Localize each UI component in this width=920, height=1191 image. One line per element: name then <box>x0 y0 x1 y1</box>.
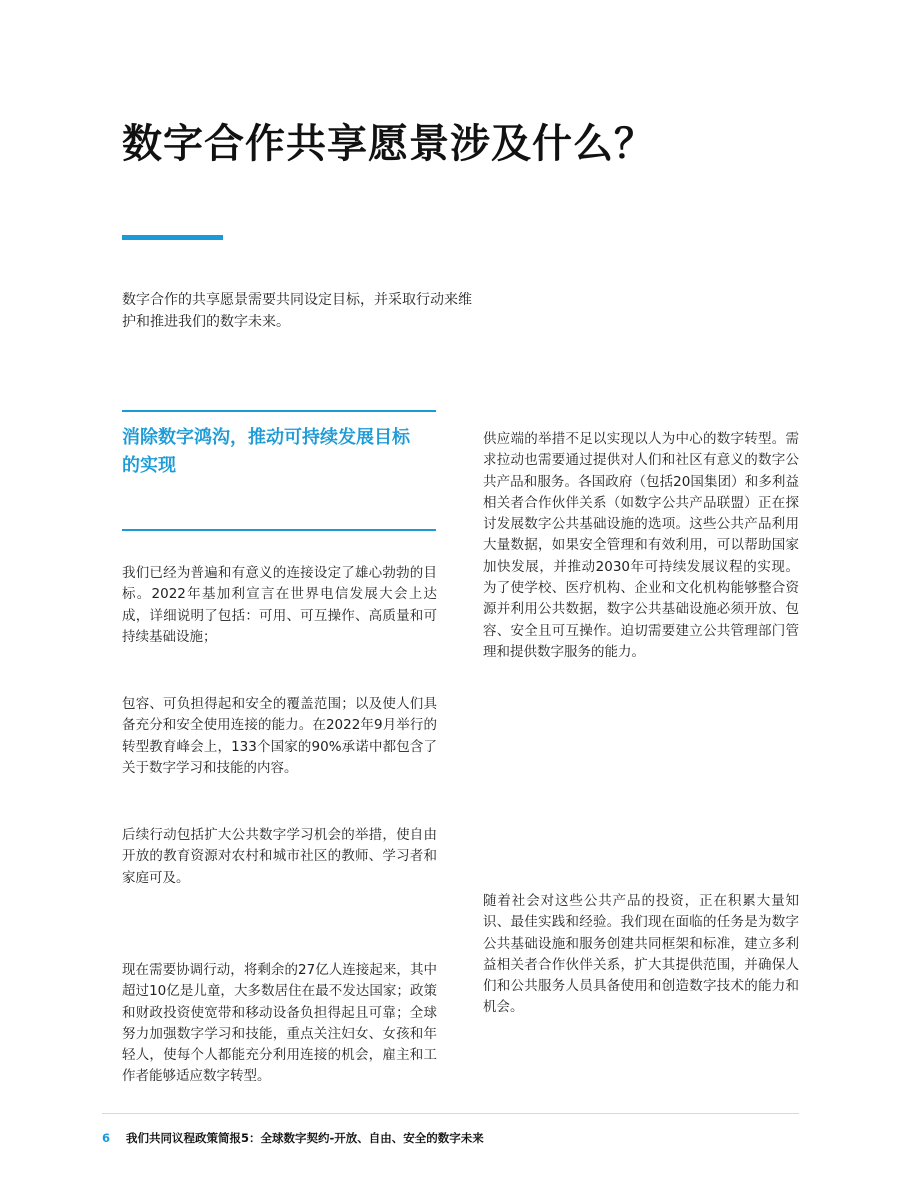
title-accent-bar <box>122 235 223 240</box>
page-number: 6 <box>102 1131 111 1145</box>
right-paragraph-1: 供应端的举措不足以实现以人为中心的数字转型。需求拉动也需要通过提供对人们和社区有意义的数字公共产品和服务。各国政府（包括20国集团）和多利益相关者合作伙伴关系（如数字公共产品联盟）正在探讨发展数字公共基础设施的选项。这些公共产品利用大量数据，如果安全管理和有效利用，可以帮助国家加快发展，并推动2030年可持续发展议程的实现。为了使学校、医疗机构、企业和文化机构能够整合资源并利用公共数据，数字公共基础设施必须开放、包容、安全且可互操作。迫切需要建立公共管理部门管理和提供数字服务的能力。 <box>483 431 799 660</box>
section-top-rule <box>122 410 436 412</box>
footer-divider <box>102 1113 799 1114</box>
intro-paragraph: 数字合作的共享愿景需要共同设定目标，并采取行动来维护和推进我们的数字未来。 <box>122 292 472 330</box>
footer-title: 我们共同议程政策简报5：全球数字契约-开放、自由、安全的数字未来 <box>126 1131 484 1145</box>
section-bottom-rule <box>122 529 436 531</box>
page-footer <box>102 1130 484 1146</box>
left-paragraph-4: 现在需要协调行动，将剩余的27亿人连接起来，其中超过10亿是儿童，大多数居住在最不发达国家；政策和财政投资使宽带和移动设备负担得起且可靠；全球努力加强数字学习和技能，重点关注妇女、女孩和年轻人，使每个人都能充分利用连接的机会，雇主和工作者能够适应数字转型。 <box>122 962 437 1085</box>
section-heading: 消除数字鸿沟，推动可持续发展目标的实现 <box>122 427 410 476</box>
left-paragraph-3: 后续行动包括扩大公共数字学习机会的举措，使自由开放的教育资源对农村和城市社区的教师、学习者和家庭可及。 <box>122 827 437 886</box>
right-paragraph-2: 随着社会对这些公共产品的投资，正在积累大量知识、最佳实践和经验。我们现在面临的任务是为数字公共基础设施和服务创建共同框架和标准，建立多利益相关者合作伙伴关系，扩大其提供范围，并确保人们和公共服务人员具备使用和创造数字技术的能力和机会。 <box>483 893 799 1016</box>
left-paragraph-2: 包容、可负担得起和安全的覆盖范围；以及使人们具备充分和安全使用连接的能力。在2022年9月举行的转型教育峰会上，133个国家的90%承诺中都包含了关于数字学习和技能的内容。 <box>122 696 437 776</box>
page-title: 数字合作共享愿景涉及什么？ <box>122 121 655 167</box>
left-paragraph-1: 我们已经为普遍和有意义的连接设定了雄心勃勃的目标。2022年基加利宣言在世界电信发展大会上达成，详细说明了包括：可用、可互操作、高质量和可持续基础设施； <box>122 565 437 645</box>
